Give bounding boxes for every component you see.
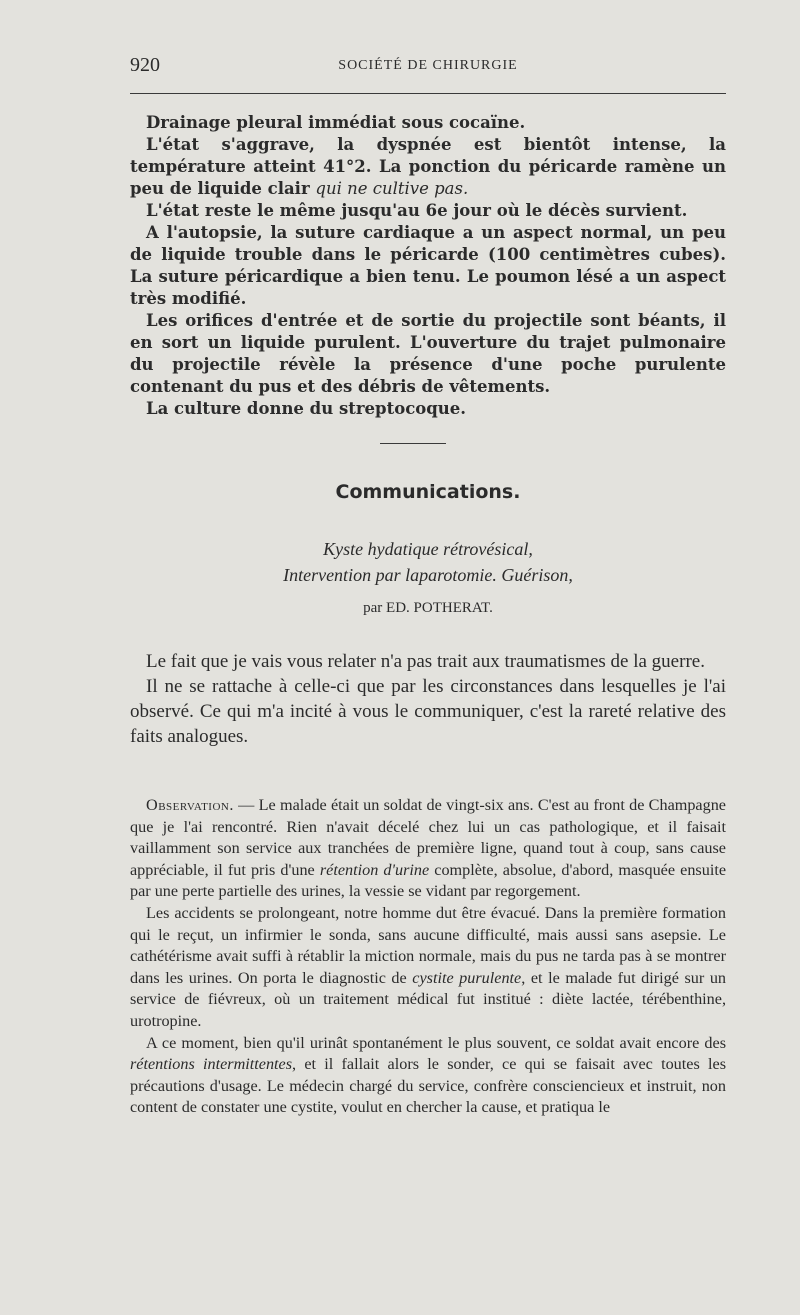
- observation-label: Observation.: [146, 796, 234, 814]
- paragraph: Les orifices d'entrée et de sortie du projectile sont béants, il en sort un liquide purulent. L'ouverture du trajet pulmonaire du projectile révèle la présence d'une poche purulente contenant du pus et des débris de vêtements.: [130, 311, 726, 396]
- text-run: — Le malade était un soldat de vingt-six ans. C'est au front de Champagne que je l'ai rencontré. Rien n'avait décelé chez lui un cas pathologique, et il faisait vaillamment son service aux tranchées de première ligne, quand tout à coup, sans cause appréciable, il fut pris d'une: [130, 796, 726, 879]
- paragraph: A l'autopsie, la suture cardiaque a un aspect normal, un peu de liquide trouble dans le péricarde (100 centimètres cubes). La suture péricardique a bien tenu. Le poumon lésé a un aspect très modifié.: [130, 223, 726, 308]
- italic-text: qui ne cultive pas.: [315, 179, 469, 198]
- observation-section: [130, 795, 726, 1119]
- page-number: 920: [130, 54, 160, 76]
- article-title: [130, 536, 726, 588]
- paragraph: Drainage pleural immédiat sous cocaïne.: [146, 113, 526, 132]
- paragraph: [130, 903, 726, 1033]
- paragraph: Il ne se rattache à celle-ci que par les circonstances dans lesquelles je l'ai observé. Ce qui m'a incité à vous le communiquer, c'est la rareté relative des faits analogues.: [130, 676, 726, 747]
- paragraph: L'état reste le même jusqu'au 6e jour où le décès survient.: [146, 201, 688, 220]
- text-run: complète, absolue, d'abord, masquée ensuite par une perte partielle des urines, la vessie se vidant par regorgement.: [130, 860, 726, 901]
- text-run: L'état s'aggrave, la dyspnée est bientôt intense, la température atteint 41°2. La ponction du péricarde ramène un peu de liquide clair: [130, 135, 726, 198]
- paragraph: [130, 1033, 726, 1119]
- article-title-line: Intervention par laparotomie. Guérison,: [283, 565, 573, 585]
- italic-text: cystite purulente: [412, 968, 522, 987]
- page-header: [130, 54, 726, 80]
- intro-section: [130, 649, 726, 749]
- text-run: Les accidents se prolongeant, notre homme dut être évacué. Dans la première formation qui le reçut, un infirmier le sonda, sans aucune difficulté, mais aussi sans asepsie. Le cathétérisme avait suffi à rétablir la miction normale, mais du pus ne tarda pas à se montrer dans les urines. On porta le diagnostic de: [130, 903, 726, 987]
- autopsy-section: [130, 112, 726, 420]
- author-byline: par ED. POTHERAT.: [363, 600, 493, 616]
- text-run: A ce moment, bien qu'il urinât spontanément le plus souvent, ce soldat avait encore des: [146, 1033, 726, 1052]
- paragraph: La culture donne du streptocoque.: [146, 399, 467, 418]
- italic-text: rétention d'urine: [319, 860, 430, 879]
- text-run: , et il fallait alors le sonder, ce qui se faisait avec toutes les précautions d'usage. Le médecin chargé du service, confrère consciencieux et instruit, non content de constater une cystite, voulut en chercher la cause, et pratiqua le: [130, 1055, 726, 1117]
- header-rule: [130, 93, 726, 94]
- text-run: , et le malade fut dirigé sur un service de fiévreux, où un traitement médical fut institué : diète lactée, térébenthine, urotropine.: [130, 968, 727, 1030]
- paragraph: Le fait que je vais vous relater n'a pas trait aux traumatismes de la guerre.: [146, 651, 705, 672]
- italic-text: rétentions intermittentes: [130, 1055, 293, 1074]
- section-title: Communications.: [335, 481, 521, 503]
- paragraph: [130, 134, 726, 200]
- paragraph: [130, 795, 726, 903]
- article-title-line: Kyste hydatique rétrovésical,: [323, 539, 533, 559]
- section-separator: [380, 443, 446, 444]
- running-head: SOCIÉTÉ DE CHIRURGIE: [338, 58, 518, 73]
